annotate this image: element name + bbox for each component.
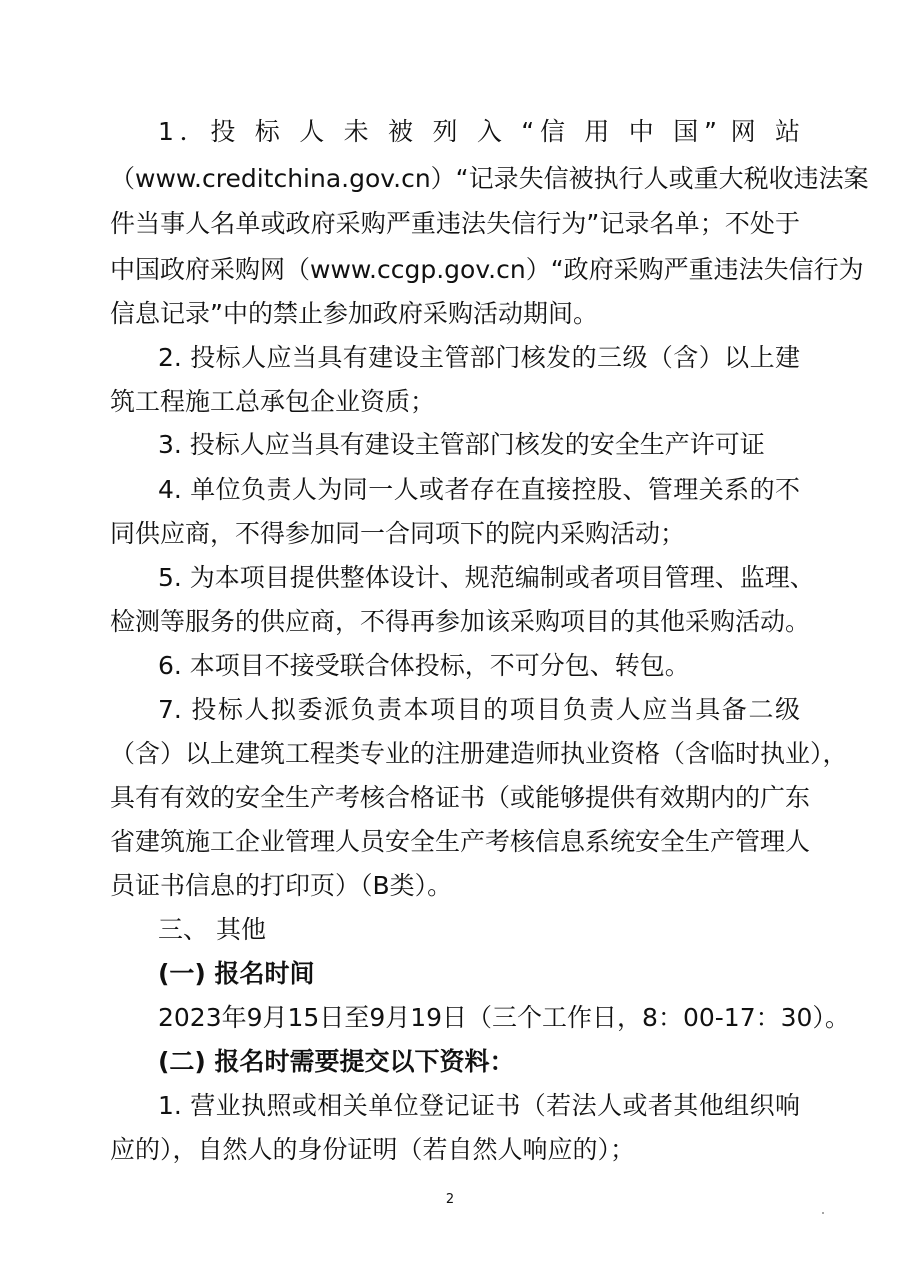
requirement-1-line-5: 信息记录”中的禁止参加政府采购活动期间。 [110, 299, 598, 328]
section-heading-other: 三、 其他 [158, 915, 266, 944]
requirement-7-line-4: 省建筑施工企业管理人员安全生产考核信息系统安全生产管理人 [110, 827, 811, 856]
scan-speck [822, 1212, 824, 1214]
subheading-registration-time: (一) 报名时间 [158, 959, 315, 988]
requirement-1-line-1: 1．投 标 人 未 被 列 入 “信 用 中 国” 网 站 [158, 117, 800, 146]
requirement-1-line-4: 中国政府采购网（www.ccgp.gov.cn）“政府采购严重违法失信行为 [110, 255, 864, 284]
requirement-7-line-2: （含）以上建筑工程类专业的注册建造师执业资格（含临时执业）， [110, 739, 848, 768]
registration-period: 2023年9月15日至9月19日（三个工作日，8：00-17：30）。 [158, 1003, 850, 1032]
requirement-7-line-5: 员证书信息的打印页）（B类）。 [110, 871, 453, 900]
requirement-5-line-2: 检测等服务的供应商，不得再参加该采购项目的其他采购活动。 [110, 607, 811, 636]
requirement-1-line-3: 件当事人名单或政府采购严重违法失信行为”记录名单；不处于 [110, 209, 800, 238]
requirement-2-line-1: 2. 投标人应当具有建设主管部门核发的三级（含）以上建 [158, 343, 800, 372]
requirement-2-line-2: 筑工程施工总承包企业资质； [110, 387, 436, 416]
page-number: 2 [445, 1192, 455, 1207]
requirement-1-line-2: （www.creditchina.gov.cn）“记录失信被执行人或重大税收违法案 [110, 164, 869, 193]
requirement-6-line-1: 6. 本项目不接受联合体投标，不可分包、转包。 [158, 651, 690, 680]
subheading-required-materials: (二) 报名时需要提交以下资料： [158, 1047, 515, 1076]
requirement-3-line-1: 3. 投标人应当具有建设主管部门核发的安全生产许可证 [158, 430, 765, 459]
material-1-line-1: 1. 营业执照或相关单位登记证书（若法人或者其他组织响 [158, 1091, 800, 1120]
requirement-4-line-2: 同供应商，不得参加同一合同项下的院内采购活动； [110, 519, 686, 548]
requirement-5-line-1: 5. 为本项目提供整体设计、规范编制或者项目管理、监理、 [158, 563, 815, 592]
requirement-7-line-3: 具有有效的安全生产考核合格证书（或能够提供有效期内的广东 [110, 783, 811, 812]
requirement-7-line-1: 7. 投标人拟委派负责本项目的项目负责人应当具备二级 [158, 695, 800, 724]
requirement-4-line-1: 4. 单位负责人为同一人或者存在直接控股、管理关系的不 [158, 475, 800, 504]
material-1-line-2: 应的），自然人的身份证明（若自然人响应的）； [110, 1135, 636, 1164]
